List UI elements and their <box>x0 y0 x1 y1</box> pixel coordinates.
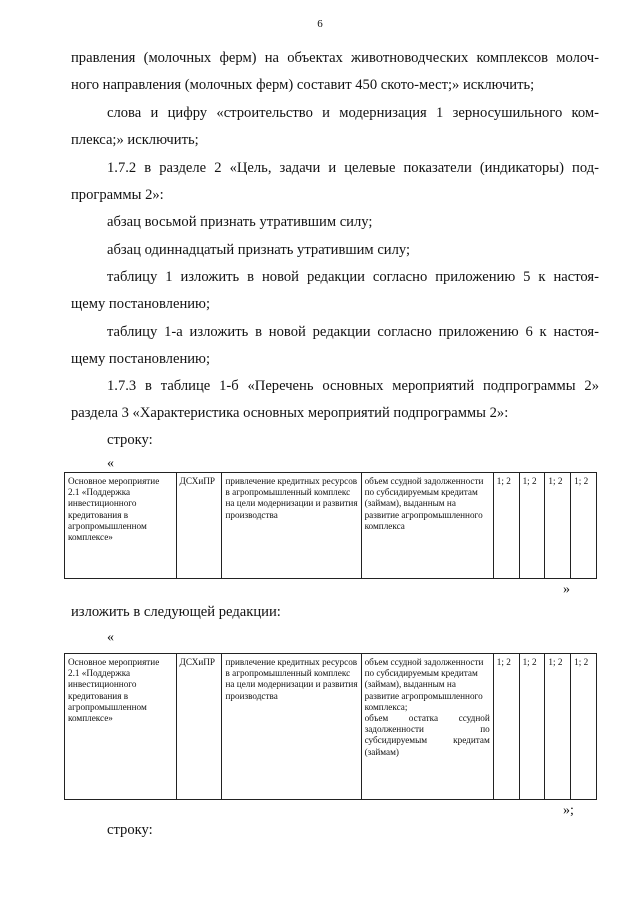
close-quote: »; <box>563 803 574 818</box>
paragraph-line: раздела 3 «Характеристика основных мероприятий подпрограммы 2»: <box>71 405 509 421</box>
measure-cell: Основное мероприятие 2.1 «Поддержка инвестиционного кредитования в агропромышленном комплексе» <box>65 654 177 800</box>
restate-line: изложить в следующей редакции: <box>71 604 281 620</box>
paragraph-line: правления (молочных ферм) на объектах животноводческих комплексов молоч- <box>71 50 599 66</box>
value-cell: 1; 2 <box>545 473 571 579</box>
paragraph-line: щему постановлению; <box>71 296 211 312</box>
indicator-cell: объем ссудной задолженности по субсидируемым кредитам (займам), выданным на развитие агропромышленного комплекса <box>361 473 493 579</box>
executor-cell: ДСХиПР <box>176 473 222 579</box>
indicator-cell <box>361 654 493 800</box>
paragraph-line: программы 2»: <box>71 187 164 203</box>
paragraph-line: 1.7.2 в разделе 2 «Цель, задачи и целевые показатели (индикаторы) под- <box>107 160 599 176</box>
value-cell: 1; 2 <box>493 473 519 579</box>
value-cell: 1; 2 <box>519 473 545 579</box>
value-cell: 1; 2 <box>571 654 597 800</box>
new-row-table <box>64 653 597 800</box>
value-cell: 1; 2 <box>519 654 545 800</box>
page-number: 6 <box>317 18 323 30</box>
measure-cell: Основное мероприятие 2.1 «Поддержка инвестиционного кредитования в агропромышленном комплексе» <box>65 473 177 579</box>
paragraph-line: таблицу 1-а изложить в новой редакции согласно приложению 6 к настоя- <box>107 324 599 340</box>
indicator-text-1: объем ссудной задолженности по субсидируемым кредитам (займам), выданным на развитие агропромышленного комплекса; <box>364 657 484 712</box>
value-cell: 1; 2 <box>545 654 571 800</box>
paragraph-line: плекса;» исключить; <box>71 132 199 148</box>
executor-cell: ДСХиПР <box>176 654 222 800</box>
close-quote: » <box>563 582 570 597</box>
direction-cell: привлечение кредитных ресурсов в агропромышленный комплекс на цели модернизации и развития производства <box>222 473 361 579</box>
direction-cell: привлечение кредитных ресурсов в агропромышленный комплекс на цели модернизации и развития производства <box>222 654 361 800</box>
old-row-table <box>64 472 597 579</box>
paragraph-line: строку: <box>107 822 153 838</box>
paragraph-line: абзац одиннадцатый признать утратившим силу; <box>107 242 411 258</box>
paragraph-line: абзац восьмой признать утратившим силу; <box>107 214 373 230</box>
value-cell: 1; 2 <box>571 473 597 579</box>
paragraph-line: ного направления (молочных ферм) составит 450 ското-мест;» исключить; <box>71 77 535 93</box>
paragraph-line: 1.7.3 в таблице 1-б «Перечень основных мероприятий подпрограммы 2» <box>107 378 599 394</box>
paragraph-line: таблицу 1 изложить в новой редакции согласно приложению 5 к настоя- <box>107 269 599 285</box>
paragraph-line: щему постановлению; <box>71 351 211 367</box>
paragraph-line: строку: <box>107 432 153 448</box>
value-cell: 1; 2 <box>493 654 519 800</box>
open-quote: « <box>107 630 114 645</box>
indicator-text-2: объем остатка ссудной задолженности по субсидируемым кредитам (займам) <box>364 713 490 757</box>
paragraph-line: слова и цифру «строительство и модернизация 1 зерносушильного ком- <box>107 105 599 121</box>
open-quote: « <box>107 456 114 471</box>
